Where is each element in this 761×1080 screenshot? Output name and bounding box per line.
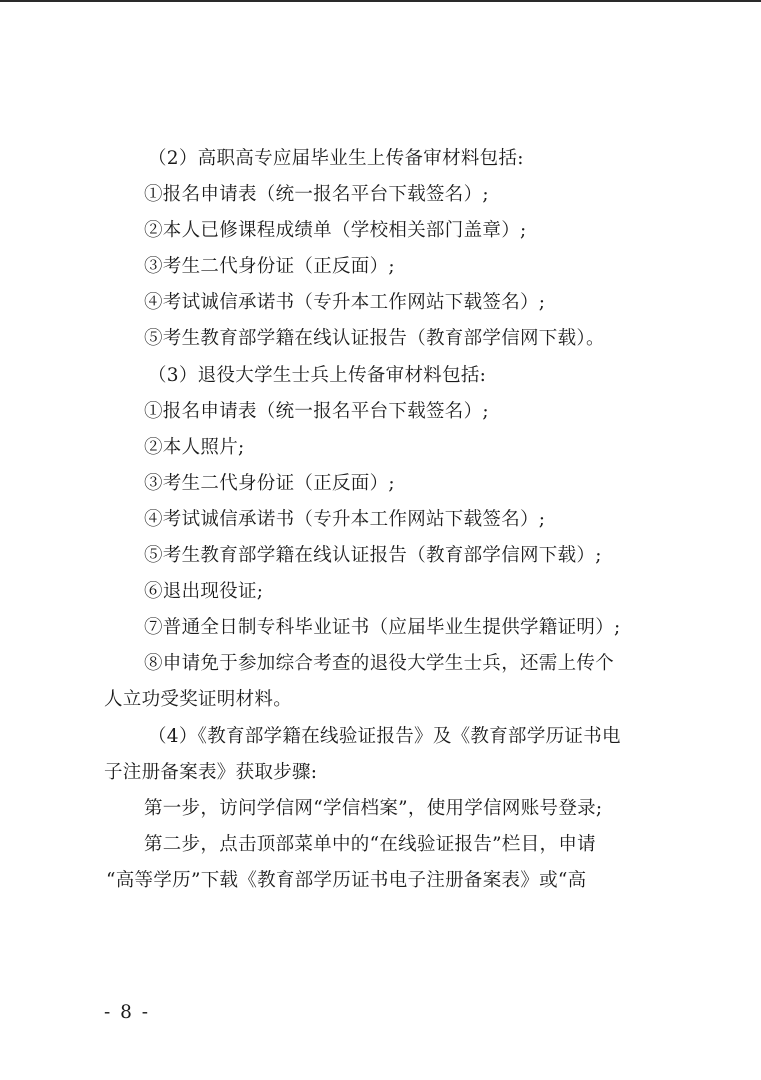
list-item: ⑤考生教育部学籍在线认证报告（教育部学信网下载）; <box>144 545 602 567</box>
list-item: ④考试诚信承诺书（专升本工作网站下载签名）; <box>144 292 546 314</box>
section-heading-2: （2）高职高专应届毕业生上传备审材料包括: <box>148 148 524 169</box>
list-item: ⑧申请免于参加综合考查的退役大学生士兵，还需上传个 <box>144 653 615 675</box>
paragraph-continuation: 人立功受奖证明材料。 <box>104 689 293 711</box>
list-item: ②本人照片; <box>144 436 245 458</box>
document-body <box>104 141 662 899</box>
list-item: ③考生二代身份证（正反面）; <box>144 472 395 494</box>
list-item: ⑤考生教育部学籍在线认证报告（教育部学信网下载）。 <box>144 328 605 350</box>
list-item: ⑦普通全日制专科毕业证书（应届毕业生提供学籍证明）; <box>144 617 621 639</box>
section-heading-4: （4）《教育部学籍在线验证报告》及《教育部学历证书电 <box>148 725 621 747</box>
list-item: ①报名申请表（统一报名平台下载签名）; <box>144 400 489 422</box>
paragraph-continuation: “高等学历”下载《教育部学历证书电子注册备案表》或“高 <box>106 869 587 891</box>
section-heading-3: （3）退役大学生士兵上传备审材料包括: <box>148 364 487 386</box>
top-rule <box>0 0 761 2</box>
step-paragraph: 第二步，点击顶部菜单中的“在线验证报告”栏目，申请 <box>144 833 596 855</box>
list-item: ③考生二代身份证（正反面）; <box>144 256 395 278</box>
list-item: ②本人已修课程成绩单（学校相关部门盖章）; <box>144 220 527 242</box>
paragraph-continuation: 子注册备案表》获取步骤: <box>104 761 318 783</box>
page-number: - 8 - <box>104 1002 151 1023</box>
step-paragraph: 第一步，访问学信网“学信档案”，使用学信网账号登录; <box>144 797 603 819</box>
list-item: ⑥退出现役证; <box>144 581 264 603</box>
list-item: ④考试诚信承诺书（专升本工作网站下载签名）; <box>144 508 546 530</box>
list-item: ①报名申请表（统一报名平台下载签名）; <box>144 184 489 206</box>
